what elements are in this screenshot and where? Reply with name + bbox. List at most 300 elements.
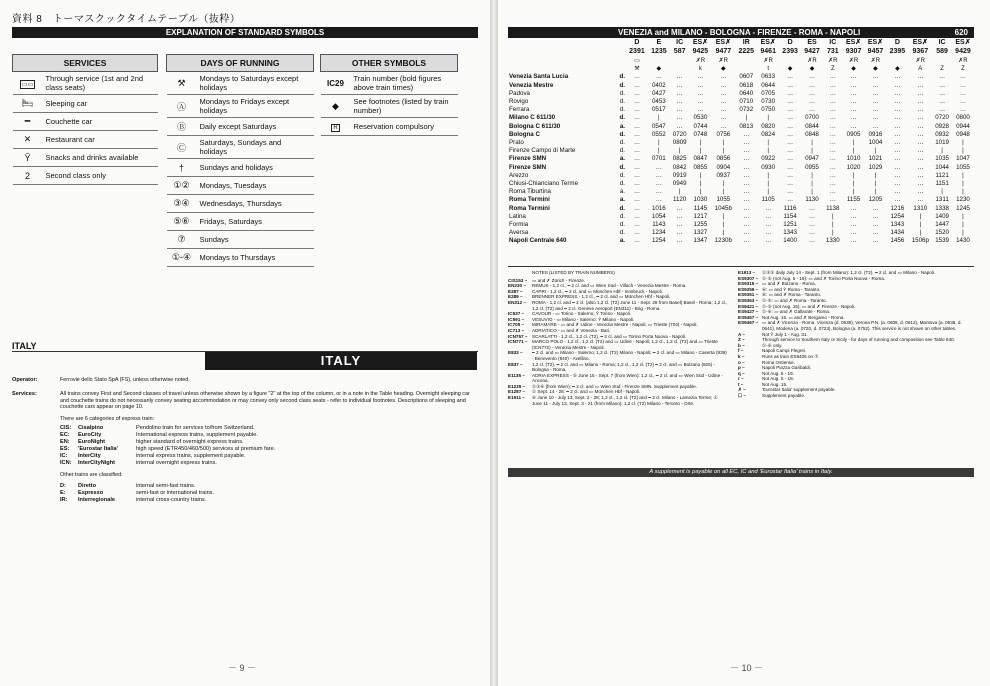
time-cell: |	[962, 212, 964, 220]
symbol-description: Mondays to Fridays except holidays	[197, 95, 314, 118]
time-cell: …	[850, 237, 857, 245]
time-cell: |	[962, 221, 964, 229]
timetable-cell	[735, 57, 757, 65]
operator-text: Ferrovie dello Stato SpA (FS), unless otherwise noted.	[60, 377, 190, 383]
timetable-cell: ES✗	[692, 39, 709, 47]
arrival-departure-marker: a.	[619, 196, 625, 204]
time-cell: |	[722, 188, 725, 196]
table-row	[167, 195, 314, 213]
footnote-item: Z – Through service to Southern Italy or Sicily - for days of running and composition see Table 640.	[738, 337, 955, 343]
time-cell: …	[829, 147, 836, 155]
symbol-description: Snacks and drinks available	[43, 149, 158, 167]
time-cell: …	[872, 81, 879, 89]
time-cell: …	[787, 163, 794, 171]
footnote-item: ES9359 – ⑥: ▭ and Ŷ Roma - Taranto.	[738, 286, 821, 292]
timetable-cell: D	[787, 39, 793, 47]
time-cell: 1055	[716, 196, 731, 204]
time-cell: …	[894, 114, 901, 122]
time-cell: …	[787, 122, 794, 130]
circle-34-icon: ③④	[167, 195, 197, 213]
train-number-symbol: IC29	[321, 72, 351, 95]
time-cell: |	[941, 188, 943, 196]
time-cell: …	[787, 171, 794, 179]
time-cell: …	[829, 163, 836, 171]
symbol-description: Second class only	[43, 167, 158, 185]
time-cell: …	[894, 122, 901, 130]
footnote-item: E833 – ━ 2 cl. and ▭ Milano - Salerno; 1,2 cl. (T2) Milano - Napoli; ━ 2 cl. and ▭ Milano - Caserta (939) - Benevento (940) - Avellino.	[508, 350, 727, 361]
timetable-cell: D	[894, 39, 900, 47]
arrival-departure-marker: d.	[619, 106, 625, 114]
time-cell: …	[676, 237, 683, 245]
symbol-description: Sundays	[197, 231, 314, 249]
time-cell: 1138	[826, 204, 840, 212]
time-cell: 0530	[693, 114, 708, 122]
time-cell: …	[850, 73, 857, 81]
arrival-departure-marker: d.	[619, 130, 625, 138]
time-cell: 0937	[716, 171, 731, 179]
time-cell: …	[633, 171, 641, 179]
station-name	[508, 57, 626, 65]
time-cell: …	[676, 106, 683, 114]
time-cell: …	[917, 196, 924, 204]
footnote-item: ES9363 – ①-⑤: ▭ and ✗ Roma - Taranto.	[738, 297, 827, 303]
arrival-departure-marker: d.	[619, 147, 625, 155]
time-cell: 1021	[868, 155, 883, 163]
time-cell: …	[850, 114, 857, 122]
time-cell: …	[829, 89, 836, 97]
time-cell: 0701	[651, 155, 666, 163]
time-cell: …	[676, 114, 683, 122]
station-name	[508, 39, 626, 48]
table-row	[167, 118, 314, 136]
time-cell: …	[959, 81, 967, 89]
time-cell: …	[655, 73, 662, 81]
station-name: Roma Tiburtina a.	[509, 188, 625, 196]
footnote-item: ICN771 – MARCO POLO - 1,2 cl., 1,2 cl. (T2) and ▭ Udine - Napoli; 1,2 cl., 1,2 cl. (T2) and ▭ Trieste (ICN772) - Venezia Mestre - Napoli.	[508, 339, 718, 350]
time-cell: …	[872, 122, 879, 130]
arrival-departure-marker: d.	[619, 171, 625, 179]
time-cell: |	[699, 188, 702, 196]
timetable-cell: 9461	[760, 48, 776, 56]
service-symbol-row	[508, 57, 974, 65]
time-cell: |	[962, 180, 964, 188]
time-cell: 0744	[693, 122, 708, 130]
time-cell: …	[787, 73, 794, 81]
table-row	[508, 98, 974, 106]
timetable-cell: Z	[961, 66, 965, 73]
circle-b-icon: Ⓑ	[167, 118, 197, 136]
timetable-cell: ▭	[634, 58, 640, 64]
time-cell: …	[720, 73, 727, 81]
time-cell: 0730	[761, 98, 776, 106]
time-cell: …	[917, 98, 924, 106]
time-cell: …	[872, 212, 879, 220]
timetable-cell: ✗R	[807, 58, 817, 64]
time-cell: 1019	[935, 139, 949, 147]
timetable-cell: ES✗	[912, 39, 928, 47]
time-cell: …	[850, 221, 857, 229]
route-title: VENEZIA and MILANO - BOLOGNA - FIRENZE - ROMA - NAPOLI	[618, 28, 861, 37]
time-cell: …	[676, 98, 683, 106]
table-row	[508, 221, 974, 229]
time-cell: …	[743, 204, 750, 212]
timetable-cell: IC	[676, 39, 684, 47]
time-cell: …	[894, 130, 901, 138]
station-name: Milano C 611/30 d.	[509, 114, 625, 122]
footnote-item: p – Napoli Piazza Garibaldi.	[738, 365, 812, 371]
time-cell: …	[655, 188, 662, 196]
time-cell: 0932	[935, 130, 949, 138]
timetable-cell: ES✗	[715, 39, 731, 47]
time-cell: …	[959, 73, 967, 81]
time-cell: 0633	[761, 73, 776, 81]
notes-right	[738, 270, 974, 399]
time-cell: |	[941, 147, 943, 155]
arrival-departure-marker: d.	[619, 98, 625, 106]
station-name	[508, 65, 626, 73]
time-cell: …	[939, 73, 946, 81]
list-item: EN: EuroNight higher standard of overnight express trains.	[60, 439, 244, 445]
time-cell: …	[850, 89, 857, 97]
time-cell: …	[633, 155, 641, 163]
time-cell: 0700	[805, 114, 819, 122]
time-cell: …	[676, 204, 683, 212]
timetable-cell: ✗R	[828, 58, 838, 64]
time-cell: …	[829, 188, 836, 196]
time-cell: 0705	[761, 89, 776, 97]
arrival-departure-marker: d.	[619, 221, 625, 229]
arrival-departure-marker: a.	[619, 155, 625, 163]
time-cell: …	[676, 122, 683, 130]
page-number: － 9 －	[228, 663, 257, 673]
time-cell: |	[852, 180, 855, 188]
station-name: Rovigo d.	[509, 98, 625, 106]
time-cell: …	[894, 196, 901, 204]
footnote-symbol-row	[508, 65, 974, 73]
table-row	[167, 159, 314, 177]
time-cell: |	[962, 229, 964, 237]
circle-1-4-icon: ①-④	[167, 249, 197, 267]
time-cell: 0640	[739, 89, 754, 97]
table-row	[321, 118, 458, 136]
timetable-cell: 9429	[955, 48, 971, 56]
footnote-item: E1911 – ⑥ June 10 - July 13, Sept. 2 - 28; 1,2 cl., 1,2 cl. (T2) and ━ 2 cl. Milano - Lamezia Terme; ① June 11 - July 13, Sept. 3 - 21 (from Milano): 1,2 cl. (T2) Milano - Teronto - Orte.	[508, 395, 718, 406]
time-cell: 0813	[739, 122, 754, 130]
timetable-cell: ◆	[721, 66, 726, 73]
time-cell: 1311	[935, 196, 949, 204]
footnote-item: ☐ – Supplement payable.	[738, 393, 806, 399]
time-cell: 1155	[846, 196, 861, 204]
arrival-departure-marker: d.	[619, 180, 625, 188]
time-cell: …	[633, 89, 641, 97]
time-cell: 1539	[935, 237, 949, 245]
table-row	[508, 164, 974, 172]
time-cell: …	[633, 139, 641, 147]
table-row	[13, 149, 158, 167]
time-cell: |	[722, 139, 725, 147]
footnote-item: IC705 – MIRAMARE - ▭ and ✗ Udine - Venezia Mestre - Napoli; ▭ Trieste (704) - Napoli.	[508, 322, 698, 328]
arrival-departure-marker: d.	[619, 81, 625, 89]
timetable-cell: 9457	[867, 48, 884, 56]
footnote-item: ES9315 – ▭ and ✗ Bolzano - Roma.	[738, 281, 816, 287]
time-cell: |	[962, 147, 964, 155]
time-cell: 1154	[783, 212, 797, 220]
time-cell: …	[633, 229, 641, 237]
time-cell: …	[917, 106, 924, 114]
footnote-item: f – Napoli Campi Flegrei.	[738, 348, 807, 354]
symbol-description: Mondays, Tuesdays	[197, 177, 314, 195]
station-name: Firenze SMN a.	[509, 155, 625, 163]
timetable-cell: ⚒	[634, 66, 640, 73]
time-cell: …	[787, 196, 794, 204]
time-cell: |	[852, 188, 855, 196]
footnote-item: t – Not Aug. 15.	[738, 381, 788, 387]
time-cell: …	[917, 180, 924, 188]
station-name	[508, 48, 626, 57]
page-number: － 10 －	[730, 663, 764, 673]
timetable-cell	[735, 65, 757, 73]
footnote-item: q – Not Aug. 5 - 19.	[738, 370, 794, 376]
time-cell: 1016	[651, 204, 666, 212]
timetable-cell: 731	[826, 48, 839, 56]
table-row	[508, 196, 974, 204]
timetable-cell: ✗R	[848, 58, 859, 64]
station-name: Roma Termini a.	[509, 196, 625, 204]
time-cell: 0930	[761, 163, 776, 171]
train-type-row	[508, 39, 974, 48]
timetable-cell: ◆	[656, 66, 662, 73]
table-row	[167, 136, 314, 159]
time-cell: …	[939, 106, 946, 114]
time-cell: |	[811, 147, 813, 155]
time-cell: 1343	[783, 229, 797, 237]
table-row	[508, 237, 974, 245]
time-cell: 1254	[890, 212, 905, 220]
time-cell: |	[874, 180, 877, 188]
time-cell: 1327	[693, 229, 708, 237]
restaurant-car-icon: ✕	[13, 131, 43, 149]
dagger-icon: †	[167, 159, 197, 177]
list-item: IC: InterCity internal express trains, supplement payable.	[60, 453, 246, 459]
station-name: Formia d.	[509, 221, 625, 229]
time-cell: …	[743, 212, 750, 220]
timetable-cell: ✗R	[958, 58, 968, 64]
footnote-item: ICN757 – SCARLATTI - 1,2 cl., 1,2 cl. (T2), ━ 2 cl. and ▭ Torino Porta Nuova - Napoli.	[508, 333, 687, 339]
timetable-cell	[932, 57, 952, 65]
time-cell: …	[917, 155, 924, 163]
table-row	[508, 82, 974, 90]
time-cell: …	[829, 81, 836, 89]
footnote-item: E837 – 1,2 cl. (T2), ━ 2 cl. and ▭ Milano - Roma; 1,2 cl., 1,2 cl. (T2) ━ 2 cl. and ▭ Bolzano (925) - Bologna - Roma.	[508, 361, 715, 373]
time-cell: …	[894, 98, 901, 106]
time-cell: 1447	[935, 221, 949, 229]
time-cell: …	[829, 122, 836, 130]
footnote-item: E289 – BRENNER EXPRESS - 1,2 cl., ━ 2 cl. and ▭ München Hbf - Napoli.	[508, 294, 671, 300]
time-cell: |	[767, 114, 769, 122]
time-cell: 0947	[805, 155, 819, 163]
time-cell: …	[743, 180, 750, 188]
time-cell: …	[872, 221, 879, 229]
diamond-icon: ◆	[321, 95, 351, 118]
timetable-cell	[779, 57, 801, 65]
time-cell: …	[917, 130, 924, 138]
time-cell: |	[658, 147, 660, 155]
time-cell: …	[808, 212, 816, 220]
timetable-cell: IC	[829, 39, 837, 47]
time-cell: …	[808, 73, 816, 81]
time-cell: …	[808, 237, 816, 245]
timetable-cell: ✗R	[695, 58, 706, 64]
time-cell: |	[722, 221, 725, 229]
time-cell: …	[655, 196, 662, 204]
time-cell: …	[850, 204, 857, 212]
symbol-description: Mondays to Thursdays	[197, 249, 314, 267]
table-row	[167, 231, 314, 249]
time-cell: 0824	[761, 130, 776, 138]
time-cell: …	[829, 139, 836, 147]
time-cell: …	[787, 98, 794, 106]
time-cell: |	[699, 139, 702, 147]
station-name: Aversa d.	[509, 229, 625, 237]
symbol-description: Mondays to Saturdays except holidays	[197, 72, 314, 95]
timetable-cell: ✗R	[870, 58, 881, 64]
time-cell: 0453	[651, 98, 666, 106]
time-cell: …	[959, 106, 967, 114]
symbol-description: Saturdays, Sundays and holidays	[197, 136, 314, 159]
time-cell: …	[872, 98, 879, 106]
time-cell: …	[808, 89, 816, 97]
station-name: Roma Termini d.	[509, 204, 625, 212]
time-cell: …	[633, 204, 641, 212]
time-cell: …	[829, 114, 836, 122]
footnote-item: r – Not Aug. 5 - 18.	[738, 376, 794, 382]
table-row	[167, 213, 314, 231]
time-cell: 0732	[739, 106, 754, 114]
time-cell: 1145	[693, 204, 708, 212]
time-cell: …	[787, 81, 794, 89]
symbol-description: See footnotes (listed by train number)	[351, 95, 458, 118]
time-cell: 0720	[935, 114, 949, 122]
time-cell: 0427	[651, 89, 666, 97]
time-cell: 0928	[935, 122, 949, 130]
time-cell: 0944	[956, 122, 970, 130]
time-cell: …	[917, 89, 924, 97]
timetable-cell: 9367	[912, 48, 929, 56]
table-row	[508, 213, 974, 221]
time-cell: …	[633, 130, 641, 138]
time-cell: …	[787, 130, 794, 138]
time-cell: …	[894, 180, 901, 188]
time-cell: 1343	[890, 221, 905, 229]
time-cell: 1230	[956, 196, 970, 204]
time-cell: 1143	[652, 221, 666, 229]
footnote-item: E1913 – ①③⑤ daily July 14 - Sept. 1 (from Milano): 1,2 cl. (T2), ━ 2 cl. and ▭ Milano - Napoli.	[738, 270, 936, 275]
time-cell: …	[743, 163, 750, 171]
station-name: Latina d.	[509, 212, 625, 220]
table-row	[508, 205, 974, 213]
footnote-item: k – Runs as train ES9405 on ⑦.	[738, 353, 820, 359]
station-name: Firenze SMN d.	[509, 163, 625, 171]
time-cell: 1456	[890, 237, 905, 245]
station-name: Napoli Centrale 640 a.	[509, 237, 625, 245]
time-cell: …	[676, 221, 683, 229]
footnote-item: EN312 – ROMA - 1,2 cl. and ━ 2 cl. (also 1,2 cl. (T2) June 11 - Sept. 28 from Basel) Basel - Roma; 1,2 cl., 1,2 cl. (T2) and ━ 2 cl. Genève Aeroport (EN311) - Brig - Roma.	[508, 299, 728, 311]
time-cell: 0916	[868, 130, 883, 138]
timetable-cell: 1235	[651, 48, 667, 56]
time-cell: 0756	[716, 130, 731, 138]
station-name: Firenze Campo di Marte d.	[509, 147, 625, 155]
time-cell: 1330	[825, 237, 840, 245]
notes-heading: NOTES (LISTED BY TRAIN NUMBERS)	[532, 270, 615, 275]
station-name: Venezia Santa Lucia d.	[509, 73, 625, 81]
footnote-item: CIS153 – ▭ and ✗ Zürich - Firenze.	[508, 277, 586, 283]
time-cell: 1105	[761, 196, 775, 204]
symbol-description: Daily except Saturdays	[197, 118, 314, 136]
station-name: Arezzo d.	[509, 171, 625, 179]
time-cell: …	[720, 114, 727, 122]
other-heading: OTHER SYMBOLS	[321, 55, 458, 72]
list-item: E: Espresso semi-fast or international trains.	[60, 490, 215, 496]
timetable-cell: ◆	[895, 66, 900, 73]
table-row	[508, 172, 974, 180]
time-cell: 0825	[672, 155, 687, 163]
time-cell: 0607	[739, 73, 754, 81]
time-cell: …	[917, 171, 924, 179]
footnote-item: E1235 – ①③⑥ (from Wien): ━ 2 cl. and ▭ Wien Süd - Firenze SMN. Supplement payable.	[508, 383, 697, 389]
time-cell: …	[787, 180, 794, 188]
time-cell: …	[633, 98, 641, 106]
time-cell: …	[808, 106, 816, 114]
timetable-cell: IR	[742, 39, 750, 47]
time-cell: 0955	[805, 163, 819, 171]
footnote-item: IC713 – ADRIATICO - ▭ and ✗ Venezia - Bari.	[508, 327, 611, 333]
time-cell: …	[808, 81, 816, 89]
list-item: IR: Interregionale internal cross-country trains.	[60, 497, 207, 503]
reservation-icon: R	[333, 125, 338, 131]
notes-left	[508, 270, 728, 406]
footnote-item: ✗ – 'Eurostar Italia' supplement payable.	[738, 387, 836, 393]
time-cell: 0800	[956, 114, 970, 122]
time-cell: …	[894, 139, 901, 147]
left-page	[0, 0, 490, 686]
timetable-cell: D	[634, 39, 640, 47]
time-cell: …	[633, 188, 641, 196]
time-cell: …	[697, 89, 704, 97]
time-cell: 1255	[693, 221, 708, 229]
time-cell: …	[633, 163, 641, 171]
time-cell: |	[699, 147, 702, 155]
time-cell: 1055	[956, 163, 970, 171]
time-cell: 0847	[693, 155, 708, 163]
time-cell: …	[633, 81, 641, 89]
time-cell: …	[743, 147, 750, 155]
table-row	[508, 73, 974, 81]
time-cell: |	[919, 221, 922, 229]
time-cell: 0842	[672, 163, 687, 171]
station-name: Bologna C d.	[509, 130, 625, 138]
time-cell: 1230b	[714, 237, 732, 245]
timetable-cell: 9427	[804, 48, 820, 56]
time-cell: |	[699, 171, 702, 179]
time-cell: 1434	[890, 229, 905, 237]
book-gutter	[490, 0, 498, 686]
footnote-item: E287 – CAPRI - 1,2 cl., ━ 2 cl. and ▭ München Hbf - Innsbruck - Napoli.	[508, 288, 663, 294]
footnote-item: EN230 – REMUS - 1,2 cl., ━ 2 cl. and ▭ Wien Süd - Villach - Venezia Mestre - Roma.	[508, 283, 687, 289]
through-service-icon: ▭▭	[21, 81, 34, 88]
footnote-item: ES9427 – ①-⑥: ▭ and ✗ Gallarate - Roma.	[738, 309, 831, 315]
arrival-departure-marker: a.	[619, 122, 625, 130]
time-cell: …	[787, 89, 794, 97]
